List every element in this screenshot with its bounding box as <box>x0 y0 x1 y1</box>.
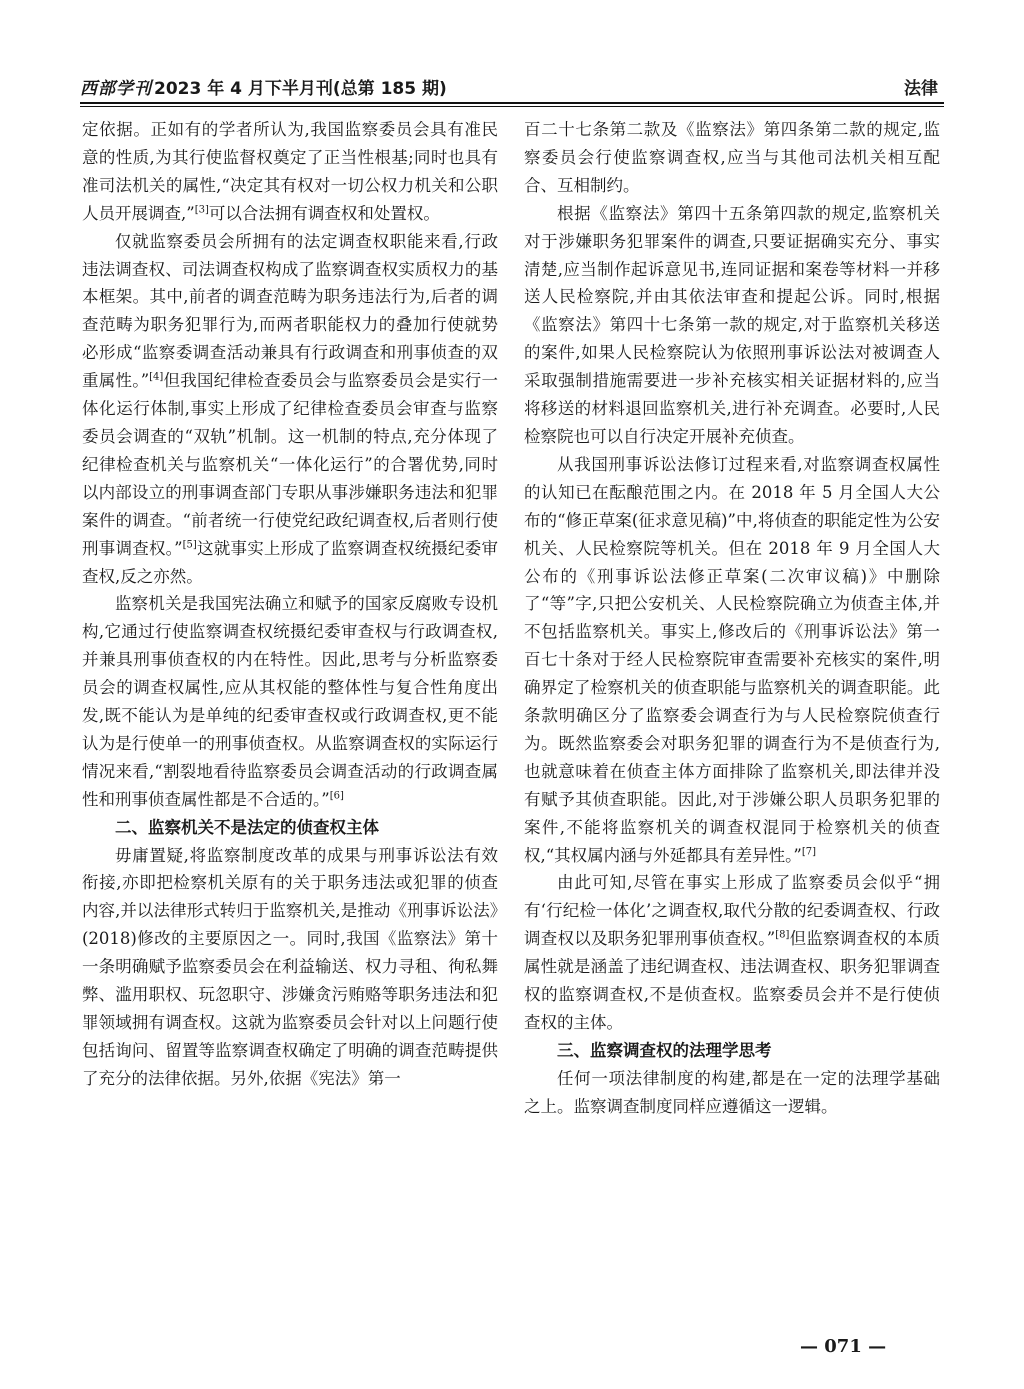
citation: [6] <box>329 790 344 802</box>
journal-logo: 西部学刊 <box>80 79 152 99</box>
paragraph <box>82 842 498 1093</box>
text-run: 百二十七条第二款及《监察法》第四条第二款的规定,监察委员会行使监察调查权,应当与其他司法机关相互配合、互相制约。 <box>524 120 940 195</box>
paragraph <box>524 1065 940 1121</box>
text-run: 监察机关是我国宪法确立和赋予的国家反腐败专设机构,它通过行使监察调查权统摄纪委审查权与行政调查权,并兼具刑事侦查权的内在特性。因此,思考与分析监察委员会的调查权属性,应从其权能的整体性与复合性角度出发,既不能认为是单纯的纪委审查权或行政调查权,更不能认为是行使单一的刑事侦查权。从监察调查权的实际运行情况来看,“割裂地看待监察委员会调查活动的行政调查属性和刑事侦查属性都是不合适的。” <box>82 594 498 809</box>
header-rule-thin <box>80 106 944 107</box>
citation: [3] <box>194 204 209 216</box>
left-column <box>82 116 498 1093</box>
citation: [8] <box>775 929 790 941</box>
text-run: 定依据。正如有的学者所认为,我国监察委员会具有准民意的性质,为其行使监督权奠定了正当性根基;同时也具有准司法机关的属性,“决定其有权对一切公权力机关和公职人员开展调查,” <box>82 120 498 223</box>
section-label: 法律 <box>904 79 938 99</box>
text-run: 任何一项法律制度的构建,都是在一定的法理学基础之上。监察调查制度同样应遵循这一逻辑。 <box>524 1068 940 1116</box>
paragraph <box>82 228 498 591</box>
section-heading: 二、监察机关不是法定的侦查权主体 <box>115 817 379 837</box>
text-run: 从我国刑事诉讼法修订过程来看,对监察调查权属性的认知已在酝酿范围之内。在 2018 年 5 月全国人大公布的“修正草案(征求意见稿)”中,将侦查的职能定性为公安机关、人民检察院等机关。但在 2018 年 9 月全国人大公布的《刑事诉讼法修正草案(二次审议稿)》中删除了“等”字,只把公安机关、人民检察院确立为侦查主体,并不包括监察机关。事实上,修改后的《刑事诉讼法》第一百七十条对于经人民检察院审查需要补充核实的案件,明确界定了检察机关的侦查职能与监察机关的调查职能。此条款明确区分了监察委会调查行为与人民检察院侦查行为。既然监察委会对职务犯罪的调查行为不是侦查行为,也就意味着在侦查主体方面排除了监察机关,即法律并没有赋予其侦查职能。因此,对于涉嫌公职人员职务犯罪的案件,不能将监察机关的调查权混同于检察机关的侦查权,“其权属内涵与外延都具有差异性。” <box>524 454 940 865</box>
citation: [4] <box>149 371 164 383</box>
text-run: 可以合法拥有调查权和处置权。 <box>208 203 440 223</box>
right-column <box>524 116 940 1121</box>
text-run: 由此可知,尽管在事实上形成了监察委员会似乎“拥有‘行纪检一体化’之调查权,取代分散的纪委调查权、行政调查权以及职务犯罪刑事侦查权。” <box>524 873 940 949</box>
text-run: 这就事实上形成了监察调查权统摄纪委审查权,反之亦然。 <box>82 538 499 586</box>
citation: [7] <box>801 846 817 858</box>
paragraph <box>524 116 940 200</box>
citation: [5] <box>182 539 197 551</box>
text-run: 但我国纪律检查委员会与监察委员会是实行一体化运行体制,事实上形成了纪律检查委员会审查与监察委员会调查的“双轨”机制。这一机制的特点,充分体现了纪律检查机关与监察机关“一体化运行”的合署优势,同时以内部设立的刑事调查部门专职从事涉嫌职务违法和犯罪案件的调查。“前者统一行使党纪政纪调查权,后者则行使刑事调查权。” <box>82 371 499 558</box>
text-run: 毋庸置疑,将监察制度改革的成果与刑事诉讼法有效衔接,亦即把检察机关原有的关于职务违法或犯罪的侦查内容,并以法律形式转归于监察机关,是推动《刑事诉讼法》(2018)修改的主要原因之一。同时,我国《监察法》第十一条明确赋予监察委员会在利益输送、权力寻租、徇私舞弊、滥用职权、玩忽职守、涉嫌贪污贿赂等职务违法和犯罪领域拥有调查权。这就为监察委员会针对以上问题行使包括询问、留置等监察调查权确定了明确的调查范畴提供了充分的法律依据。另外,依据《宪法》第一 <box>82 845 498 1088</box>
text-run: 但监察调查权的本质属性就是涵盖了违纪调查权、违法调查权、职务犯罪调查权的监察调查权,不是侦查权。监察委员会并不是行使侦查权的主体。 <box>524 929 941 1032</box>
paragraph <box>524 200 940 451</box>
issue-info: 2023 年 4 月下半月刊(总第 185 期) <box>154 79 447 99</box>
page-number: — 071 — <box>800 1336 887 1357</box>
journal-issue <box>80 74 447 99</box>
running-header <box>80 70 944 102</box>
section-heading: 三、监察调查权的法理学思考 <box>557 1040 772 1060</box>
paragraph <box>82 590 498 813</box>
text-run: 根据《监察法》第四十五条第四款的规定,监察机关对于涉嫌职务犯罪案件的调查,只要证据确实充分、事实清楚,应当制作起诉意见书,连同证据和案卷等材料一并移送人民检察院,并由其依法审查和提起公诉。同时,根据《监察法》第四十七条第一款的规定,对于监察机关移送的案件,如果人民检察院认为依照刑事诉讼法对被调查人采取强制措施需要进一步补充核实相关证据材料的,应当将移送的材料退回监察机关,进行补充调查。必要时,人民检察院也可以自行决定开展补充侦查。 <box>524 203 940 446</box>
paragraph <box>524 869 940 1036</box>
header-rule <box>80 102 944 104</box>
paragraph <box>524 451 940 870</box>
paragraph <box>82 116 498 228</box>
text-run: 仅就监察委员会所拥有的法定调查权职能来看,行政违法调查权、司法调查权构成了监察调查权实质权力的基本框架。其中,前者的调查范畴为职务违法行为,后者的调查范畴为职务犯罪行为,而两者职能权力的叠加行使就势必形成“监察委调查活动兼具有行政调查和刑事侦查的双重属性。” <box>82 231 498 391</box>
